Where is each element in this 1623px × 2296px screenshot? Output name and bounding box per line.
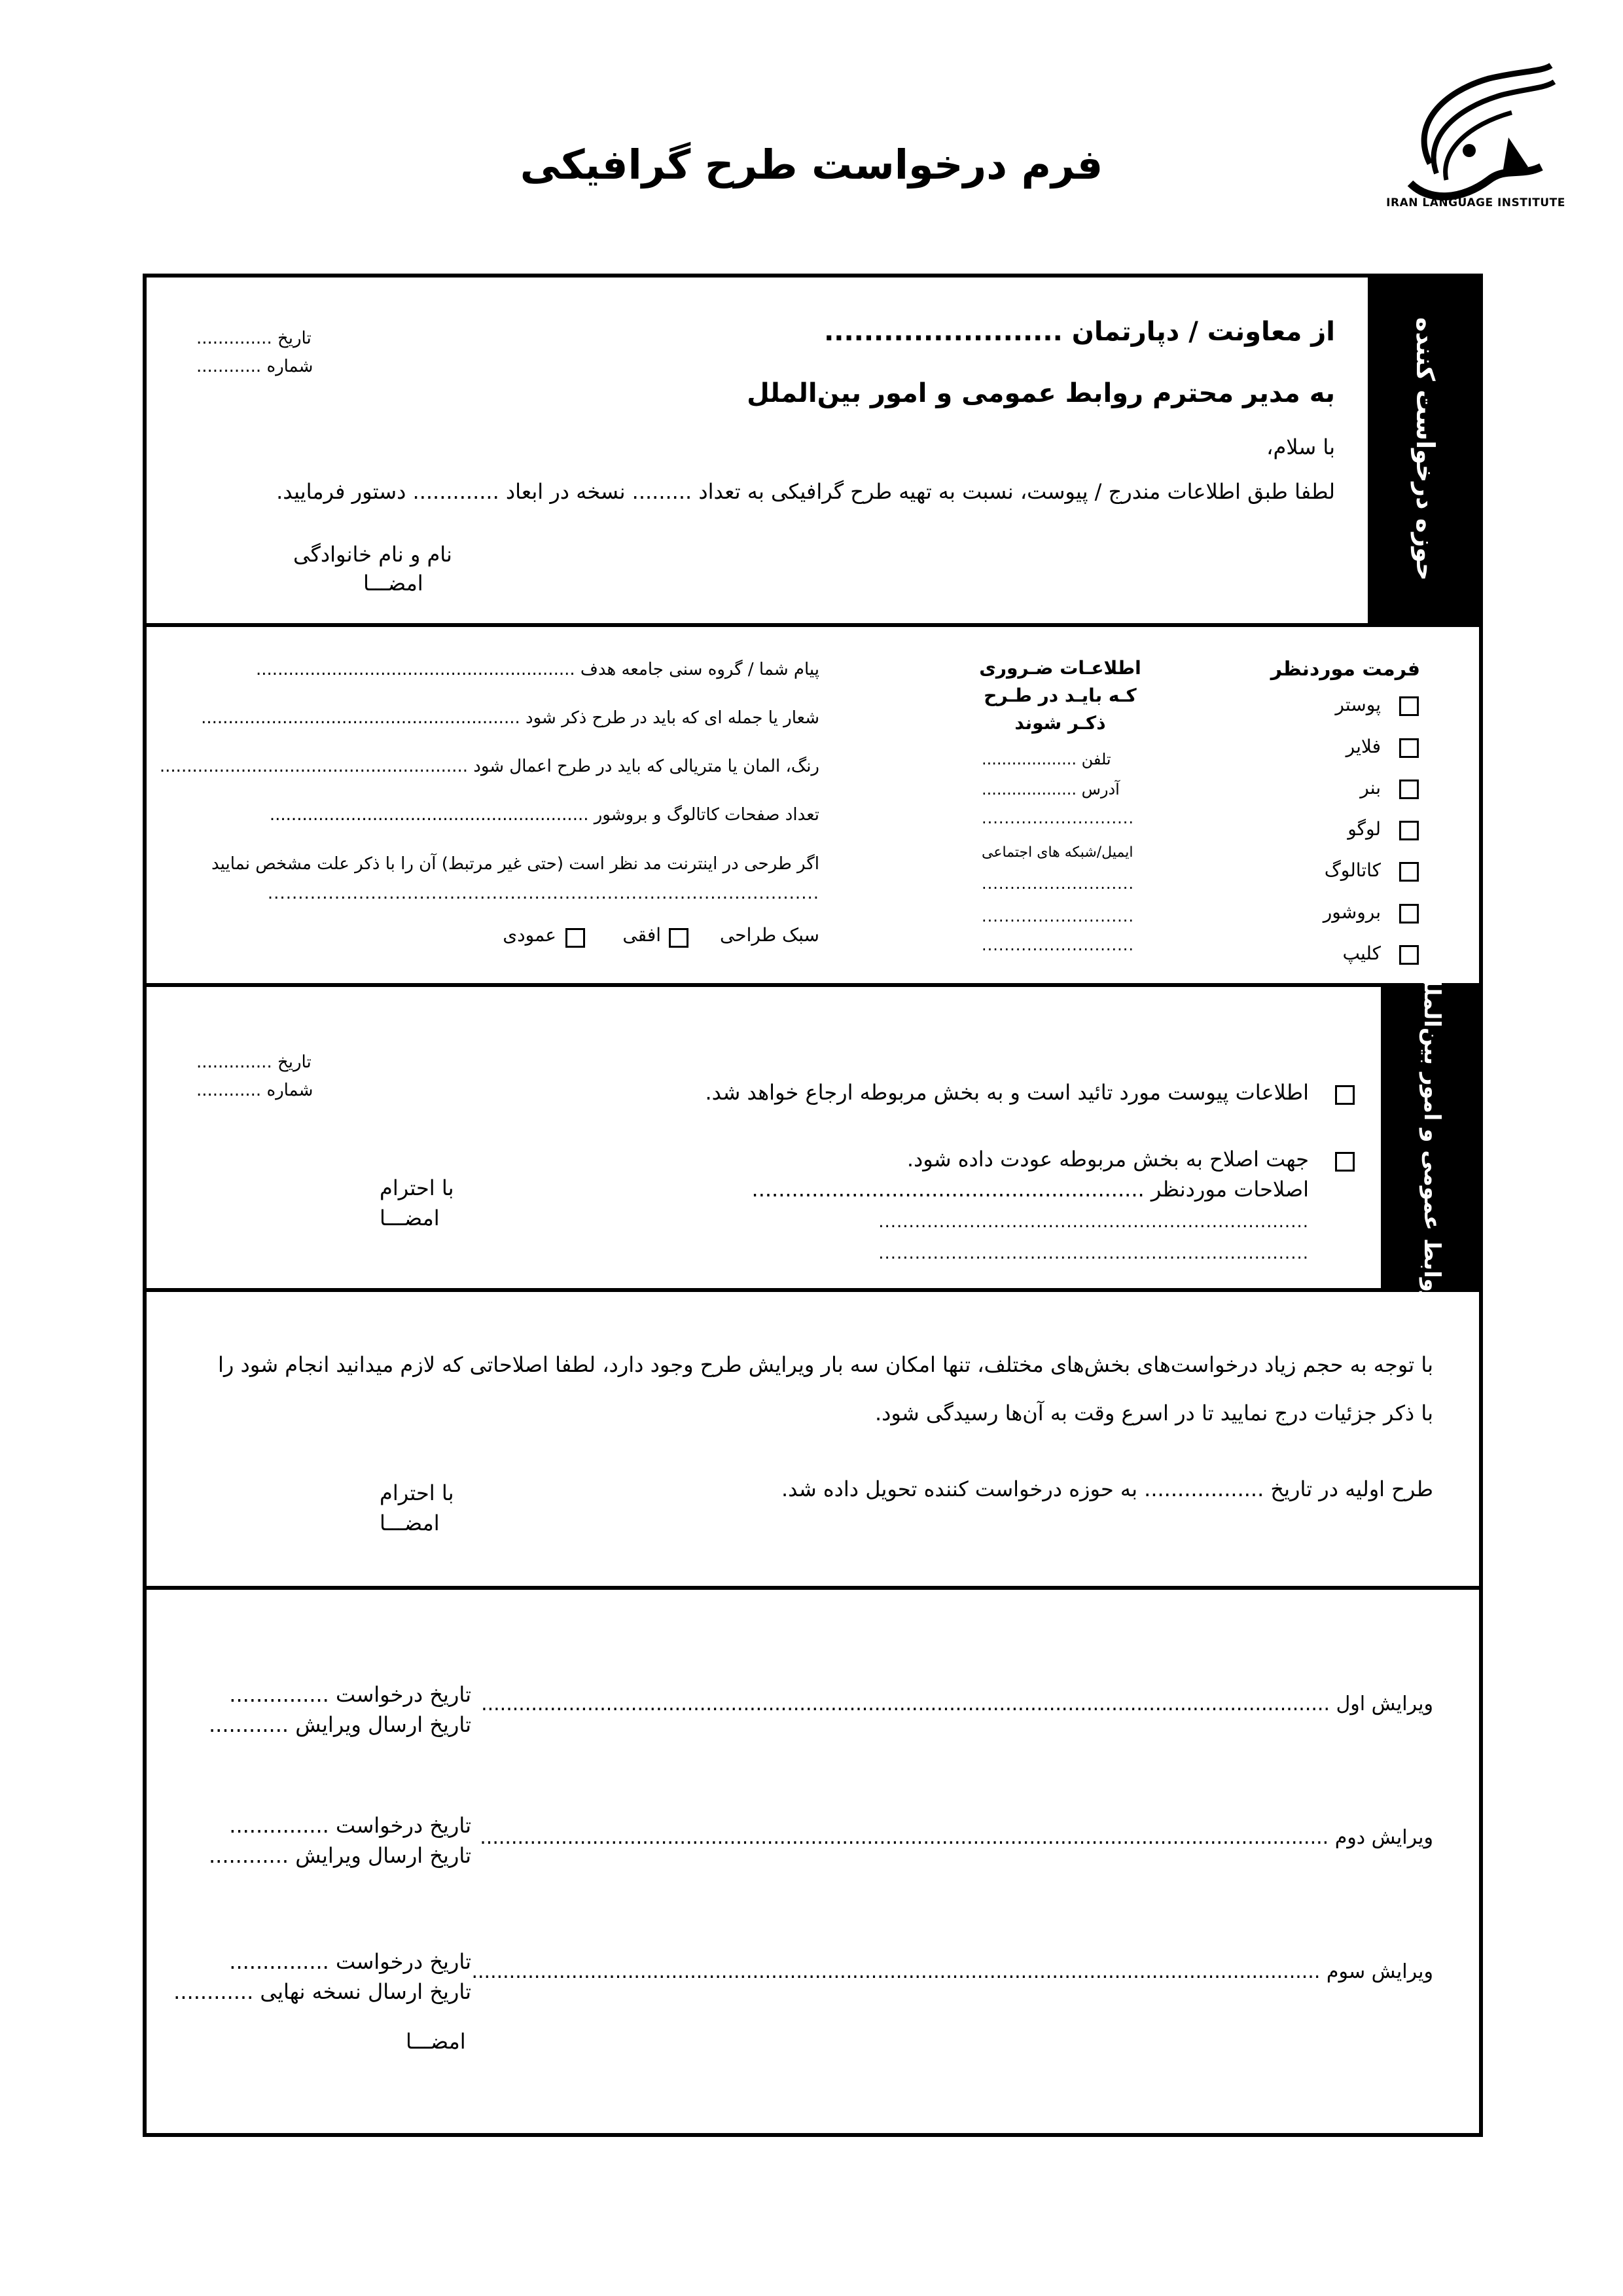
brochure-checkbox[interactable] bbox=[1399, 904, 1419, 924]
approved-checkbox[interactable] bbox=[1335, 1085, 1355, 1105]
corrections-field: اصلاحات موردنظر ........................................................... bbox=[751, 1177, 1309, 1202]
message-target-group-line: پیام شما / گروه سنی جامعه هدف ........................................................... bbox=[256, 660, 819, 679]
catalog-label: کاتالوگ bbox=[1324, 859, 1381, 881]
horizontal-checkbox[interactable] bbox=[669, 928, 688, 948]
pr-regards: با احترام bbox=[380, 1175, 454, 1200]
design-style-label: سبک طراحی bbox=[719, 924, 819, 946]
requester-side-label: حوزه درخواست کننده bbox=[1411, 317, 1440, 581]
iran-language-institute-logo bbox=[1391, 52, 1561, 213]
revision-second-send-date: تاریخ ارسال ویرایش ............ bbox=[208, 1843, 471, 1868]
greeting: با سلام، bbox=[1266, 435, 1335, 459]
catalog-checkbox[interactable] bbox=[1399, 862, 1419, 882]
recipient-line: به مدیر محترم روابط عمومی و امور بین‌الملل bbox=[747, 378, 1335, 408]
email-social-field: ایمیل/شبکه های اجتماعی bbox=[982, 844, 1133, 861]
poster-label: پوستر bbox=[1335, 694, 1381, 715]
revision-second-request-date: تاریخ درخواست ............... bbox=[229, 1813, 471, 1838]
address-field: آدرس ................... bbox=[982, 780, 1120, 798]
blank-line: ........................... bbox=[982, 874, 1134, 893]
corrections-blank: ....................................................................... bbox=[878, 1244, 1309, 1263]
from-department-line: از معاونت / دپارتمان ........................ bbox=[824, 317, 1335, 347]
revision-third-request-date: تاریخ درخواست ............... bbox=[229, 1949, 471, 1974]
banner-checkbox[interactable] bbox=[1399, 780, 1419, 799]
blank-line: ........................... bbox=[982, 936, 1134, 954]
slogan-line: شعار یا جمله ای که باید در طرح ذکر شود ........................................................... bbox=[201, 708, 819, 728]
logo-caption: IRAN LANGUAGE INSTITUTE bbox=[1386, 196, 1565, 209]
corrections-blank: ....................................................................... bbox=[878, 1212, 1309, 1232]
requester-date: تاریخ .............. bbox=[196, 329, 312, 348]
revision-second-line: ویرایش دوم ........................................................................................................................................ bbox=[480, 1826, 1433, 1849]
pr-number: شماره ............ bbox=[196, 1081, 313, 1100]
vertical-label: عمودی bbox=[503, 924, 556, 946]
catalog-pages-line: تعداد صفحات کاتالوگ و بروشور ........................................................... bbox=[269, 805, 819, 825]
clip-label: کلیپ bbox=[1342, 942, 1381, 964]
flyer-checkbox[interactable] bbox=[1399, 738, 1419, 758]
notice-signature: امضـــا bbox=[380, 1511, 440, 1535]
notice-line-1: با توجه به حجم زیاد درخواست‌های بخش‌های مختلف، تنها امکان سه بار ویرایش طرح وجود دارد، لطفا اصلاحاتی که لازم میدانید انجام شود را bbox=[217, 1352, 1433, 1377]
format-title: فرمت موردنظر bbox=[1270, 658, 1420, 681]
blank-line: ........................... bbox=[982, 907, 1134, 925]
requester-signature: امضـــا bbox=[363, 571, 423, 596]
section-divider bbox=[143, 1288, 1483, 1292]
page-title: فرم درخواست طرح گرافیکی bbox=[520, 141, 1103, 188]
logo-label: لوگو bbox=[1347, 818, 1381, 840]
delivery-line: طرح اولیه در تاریخ .................. به حوزه درخواست کننده تحویل داده شد. bbox=[781, 1477, 1433, 1501]
full-name-label: نام و نام خانوادگی bbox=[293, 542, 452, 567]
revision-third-send-date: تاریخ ارسال نسخه نهایی ............ bbox=[173, 1979, 471, 2004]
internet-reference-line: اگر طرحی در اینترنت مد نظر است (حتی غیر مرتبط) آن را با ذکر علت مشخص نمایید bbox=[211, 854, 819, 874]
required-info-title: اطلاعـات ضـروری کـه بایـد در طـرح ذکـر شوند bbox=[979, 657, 1141, 734]
phone-field: تلفن ................... bbox=[982, 750, 1111, 768]
section-divider bbox=[143, 1586, 1483, 1590]
pr-signature: امضـــا bbox=[380, 1206, 440, 1230]
pr-date: تاریخ .............. bbox=[196, 1052, 312, 1072]
revision-first-send-date: تاریخ ارسال ویرایش ............ bbox=[208, 1712, 471, 1737]
notice-line-2: با ذکر جزئیات درج نمایید تا در اسرع وقت به آن‌ها رسیدگی شود. bbox=[874, 1401, 1433, 1426]
requester-number: شماره ............ bbox=[196, 357, 313, 376]
request-text: لطفا طبق اطلاعات مندرج / پیوست، نسبت به تهیه طرح گرافیکی به تعداد ......... نسخه در ابعاد ............. دستور فرمایید. bbox=[276, 479, 1335, 504]
revision-third-line: ویرایش سوم ........................................................................................................................................ bbox=[471, 1960, 1433, 1983]
revision-first-line: ویرایش اول ........................................................................................................................................ bbox=[481, 1693, 1433, 1715]
revisions-signature: امضـــا bbox=[406, 2029, 466, 2054]
section-divider bbox=[143, 623, 1483, 627]
clip-checkbox[interactable] bbox=[1399, 945, 1419, 965]
correction-checkbox[interactable] bbox=[1335, 1152, 1355, 1172]
revision-first-request-date: تاریخ درخواست ............... bbox=[229, 1682, 471, 1707]
section-divider bbox=[143, 983, 1483, 987]
pr-side-label: روابط عمومی و امور بین‌الملل bbox=[1419, 967, 1445, 1305]
banner-label: بنر bbox=[1360, 777, 1381, 798]
logo-checkbox[interactable] bbox=[1399, 821, 1419, 840]
color-element-line: رنگ، المان یا متریالی که باید در طرح اعمال شود ......................................................... bbox=[159, 757, 819, 776]
approved-label: اطلاعات پیوست مورد تائید است و به بخش مربوطه ارجاع خواهد شد. bbox=[705, 1080, 1309, 1105]
blank-line: ........................... bbox=[982, 809, 1134, 827]
internet-reference-blank: ........................................................................................... bbox=[267, 884, 819, 903]
brochure-label: بروشور bbox=[1323, 901, 1381, 923]
vertical-checkbox[interactable] bbox=[565, 928, 585, 948]
poster-checkbox[interactable] bbox=[1399, 696, 1419, 716]
horizontal-label: افقی bbox=[622, 924, 661, 946]
correction-label: جهت اصلاح به بخش مربوطه عودت داده شود. bbox=[906, 1147, 1309, 1172]
notice-regards: با احترام bbox=[380, 1480, 454, 1505]
flyer-label: فلایر bbox=[1346, 736, 1381, 757]
